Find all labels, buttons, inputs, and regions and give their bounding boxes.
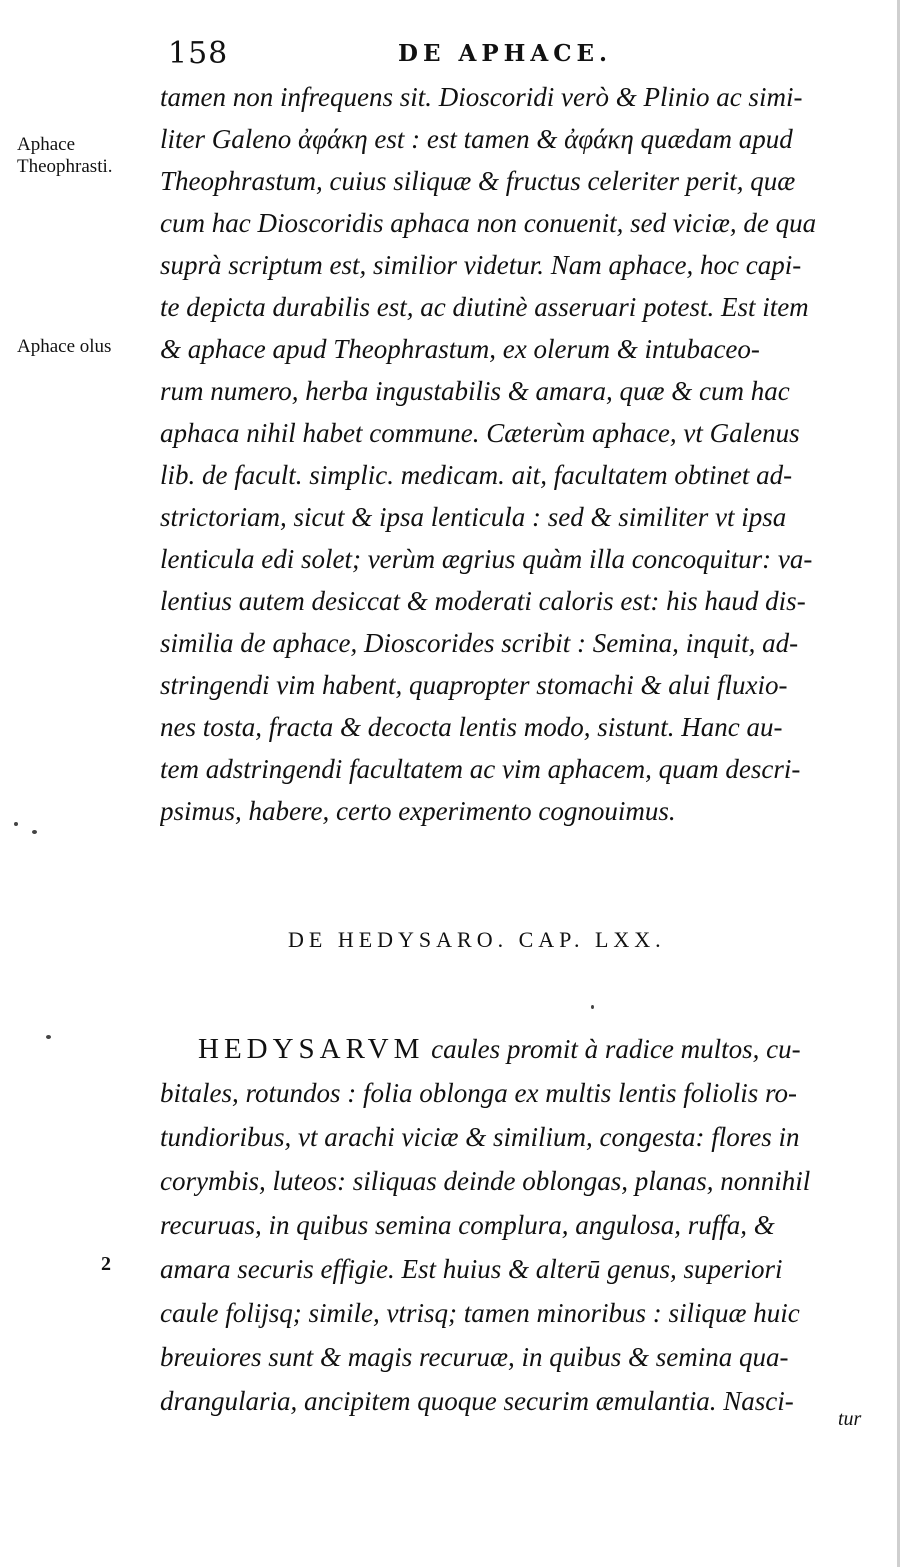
text-line: & aphace apud Theophrastum, ex olerum & intubaceo- — [160, 334, 760, 364]
running-title: DE APHACE. — [398, 40, 613, 67]
text-line: corymbis, luteos: siliquas deinde oblongas, planas, nonnihil — [160, 1166, 811, 1196]
page-number: 158 — [168, 36, 229, 71]
text-line: recuruas, in quibus semina complura, angulosa, ruffa, & — [160, 1210, 775, 1240]
text-line: strictoriam, sicut & ipsa lenticula : sed & similiter vt ipsa — [160, 502, 787, 532]
ink-speck — [591, 1005, 594, 1009]
text-line: stringendi vim habent, quapropter stomachi & alui fluxio- — [160, 670, 788, 700]
margin-note-theophrasti: Aphace Theophrasti. — [17, 134, 113, 177]
text-line: drangularia, ancipitem quoque securim æmulantia. Nasci- — [160, 1386, 794, 1416]
running-head — [168, 36, 788, 76]
text-line: breuiores sunt & magis recuruæ, in quibus & semina qua- — [160, 1342, 789, 1372]
first-line-text: caules promit à radice multos, cu- — [424, 1034, 801, 1064]
ink-speck — [14, 822, 18, 826]
line-number: 2 — [101, 1253, 111, 1275]
text-line: lenticula edi solet; verùm ægrius quàm illa concoquitur: va- — [160, 544, 813, 574]
ink-speck — [46, 1035, 51, 1039]
text-line: aphaca nihil habet commune. Cæterùm aphace, vt Galenus — [160, 418, 800, 448]
ink-speck — [32, 830, 37, 834]
text-line: suprà scriptum est, similior videtur. Nam aphace, hoc capi- — [160, 250, 802, 280]
first-text-line — [198, 1030, 888, 1068]
initial-word: HEDYSARVM — [198, 1033, 425, 1065]
catchword: tur — [838, 1408, 862, 1430]
margin-note-olus: Aphace olus — [17, 336, 112, 357]
text-line: lib. de facult. simplic. medicam. ait, facultatem obtinet ad- — [160, 460, 793, 490]
text-line: amara securis effigie. Est huius & alterū genus, superiori — [160, 1254, 783, 1284]
text-line: cum hac Dioscoridis aphaca non conuenit, sed viciæ, de qua — [160, 208, 817, 238]
text-line: psimus, habere, certo experimento cognouimus. — [160, 796, 676, 826]
text-line: lentius autem desiccat & moderati caloris est: his haud dis- — [160, 586, 806, 616]
text-line: tundioribus, vt arachi viciæ & similium, congesta: flores in — [160, 1122, 800, 1152]
text-line: rum numero, herba ingustabilis & amara, quæ & cum hac — [160, 376, 790, 406]
text-line: similia de aphace, Dioscorides scribit : Semina, inquit, ad- — [160, 628, 799, 658]
text-line: liter Galeno ἀφάκη est : est tamen & ἀφάκη quædam apud — [160, 124, 793, 154]
text-line: nes tosta, fracta & decocta lentis modo, sistunt. Hanc au- — [160, 712, 783, 742]
text-line: tamen non infrequens sit. Dioscoridi verò & Plinio ac simi- — [160, 82, 803, 112]
text-line: bitales, rotundos : folia oblonga ex multis lentis foliolis ro- — [160, 1078, 797, 1108]
chapter-heading: DE HEDYSARO. CAP. LXX. — [288, 927, 666, 952]
text-line: te depicta durabilis est, ac diutinè asseruari potest. Est item — [160, 292, 809, 322]
text-line: tem adstringendi facultatem ac vim aphacem, quam descri- — [160, 754, 801, 784]
text-line: caule folijsq; simile, vtrisq; tamen minoribus : siliquæ huic — [160, 1298, 800, 1328]
text-line: Theophrastum, cuius siliquæ & fructus celeriter perit, quæ — [160, 166, 796, 196]
